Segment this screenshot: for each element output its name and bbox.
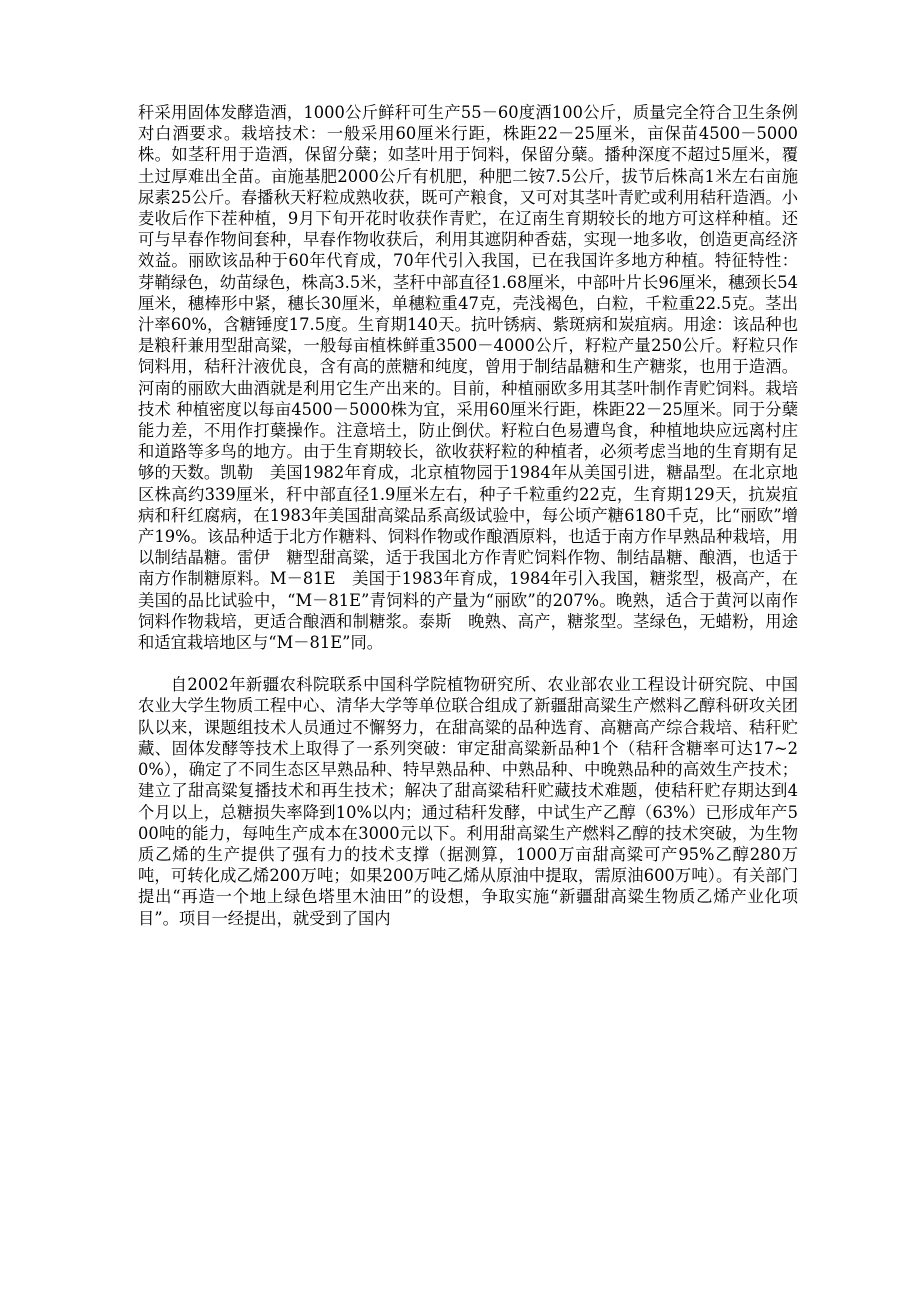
document-page	[138, 102, 798, 929]
body-paragraph: 秆采用固体发酵造酒，1000公斤鲜秆可生产55－60度酒100公斤，质量完全符合卫生条例对白酒要求。栽培技术：一般采用60厘米行距，株距22－25厘米，亩保苗4500－5000株。如茎秆用于造酒，保留分蘖；如茎叶用于饲料，保留分蘖。播种深度不超过5厘米，覆土过厚难出全苗。亩施基肥2000公斤有机肥，种肥二铵7.5公斤，拔节后株高1米左右亩施尿素25公斤。春播秋天籽粒成熟收获，既可产粮食，又可对其茎叶青贮或利用秸秆造酒。小麦收后作下茬种植，9月下旬开花时收获作青贮，在辽南生育期较长的地方可这样种植。还可与早春作物间套种，早春作物收获后，利用其遮阴种香菇，实现一地多收，创造更高经济效益。丽欧该品种于60年代育成，70年代引入我国，已在我国许多地方种植。特征特性：芽鞘绿色，幼苗绿色，株高3.5米，茎秆中部直径1.68厘米，中部叶片长96厘米，穗颈长54厘米，穗棒形中紧，穗长30厘米，单穗粒重47克，壳浅褐色，白粒，千粒重22.5克。茎出汁率60%，含糖锤度17.5度。生育期140天。抗叶锈病、紫斑病和炭疽病。用途：该品种也是粮秆兼用型甜高粱，一般每亩植株鲜重3500－4000公斤，籽粒产量250公斤。籽粒只作饲料用，秸秆汁液优良，含有高的蔗糖和纯度，曾用于制结晶糖和生产糖浆，也用于造酒。河南的丽欧大曲酒就是利用它生产出来的。目前，种植丽欧多用其茎叶制作青贮饲料。栽培技术 种植密度以每亩4500－5000株为宜，采用60厘米行距，株距22－25厘米。同于分蘖能力差，不用作打蘖操作。注意培土，防止倒伏。籽粒白色易遭鸟食，种植地块应远离村庄和道路等多鸟的地方。由于生育期较长，欲收获籽粒的种植者，必须考虑当地的生育期有足够的天数。凯勒 美国1982年育成，北京植物园于1984年从美国引进，糖晶型。在北京地区株高约339厘米，秆中部直径1.9厘米左右，种子千粒重约22克，生育期129天，抗炭疽病和秆红腐病，在1983年美国甜高粱品系高级试验中，每公顷产糖6180千克，比“丽欧”增产19%。该品种适于北方作糖料、饲料作物或作酿酒原料，也适于南方作早熟品种栽培，用以制结晶糖。雷伊 糖型甜高粱，适于我国北方作青贮饲料作物、制结晶糖、酿酒，也适于南方作制糖原料。M－81E 美国于1983年育成，1984年引入我国，糖浆型，极高产，在美国的品比试验中，“M－81E”青饲料的产量为“丽欧”的207%。晚熟，适合于黄河以南作饲料作物栽培，更适合酿酒和制糖浆。泰斯 晚熟、高产，糖浆型。茎绿色，无蜡粉，用途和适宜栽培地区与“M－81E”同。	[138, 103, 798, 653]
body-paragraph: 自2002年新疆农科院联系中国科学院植物研究所、农业部农业工程设计研究院、中国农业大学生物质工程中心、清华大学等单位联合组成了新疆甜高粱生产燃料乙醇科研攻关团队以来，课题组技术人员通过不懈努力，在甜高粱的品种选育、高糖高产综合栽培、秸秆贮藏、固体发酵等技术上取得了一系列突破：审定甜高粱新品种1个（秸秆含糖率可达17~20%），确定了不同生态区早熟品种、特早熟品种、中熟品种、中晚熟品种的高效生产技术；建立了甜高粱复播技术和再生技术；解决了甜高粱秸秆贮藏技术难题，使秸秆贮存期达到4个月以上，总糖损失率降到10%以内；通过秸秆发酵，中试生产乙醇（63%）已形成年产500吨的能力，每吨生产成本在3000元以下。利用甜高粱生产燃料乙醇的技术突破，为生物质乙烯的生产提供了强有力的技术支撑（据测算，1000万亩甜高粱可产95%乙醇280万吨，可转化成乙烯200万吨；如果200万吨乙烯从原油中提取，需原油600万吨）。有关部门提出“再造一个地上绿色塔里木油田”的设想，争取实施“新疆甜高粱生物质乙烯产业化项目”。项目一经提出，就受到了国内	[138, 675, 798, 928]
